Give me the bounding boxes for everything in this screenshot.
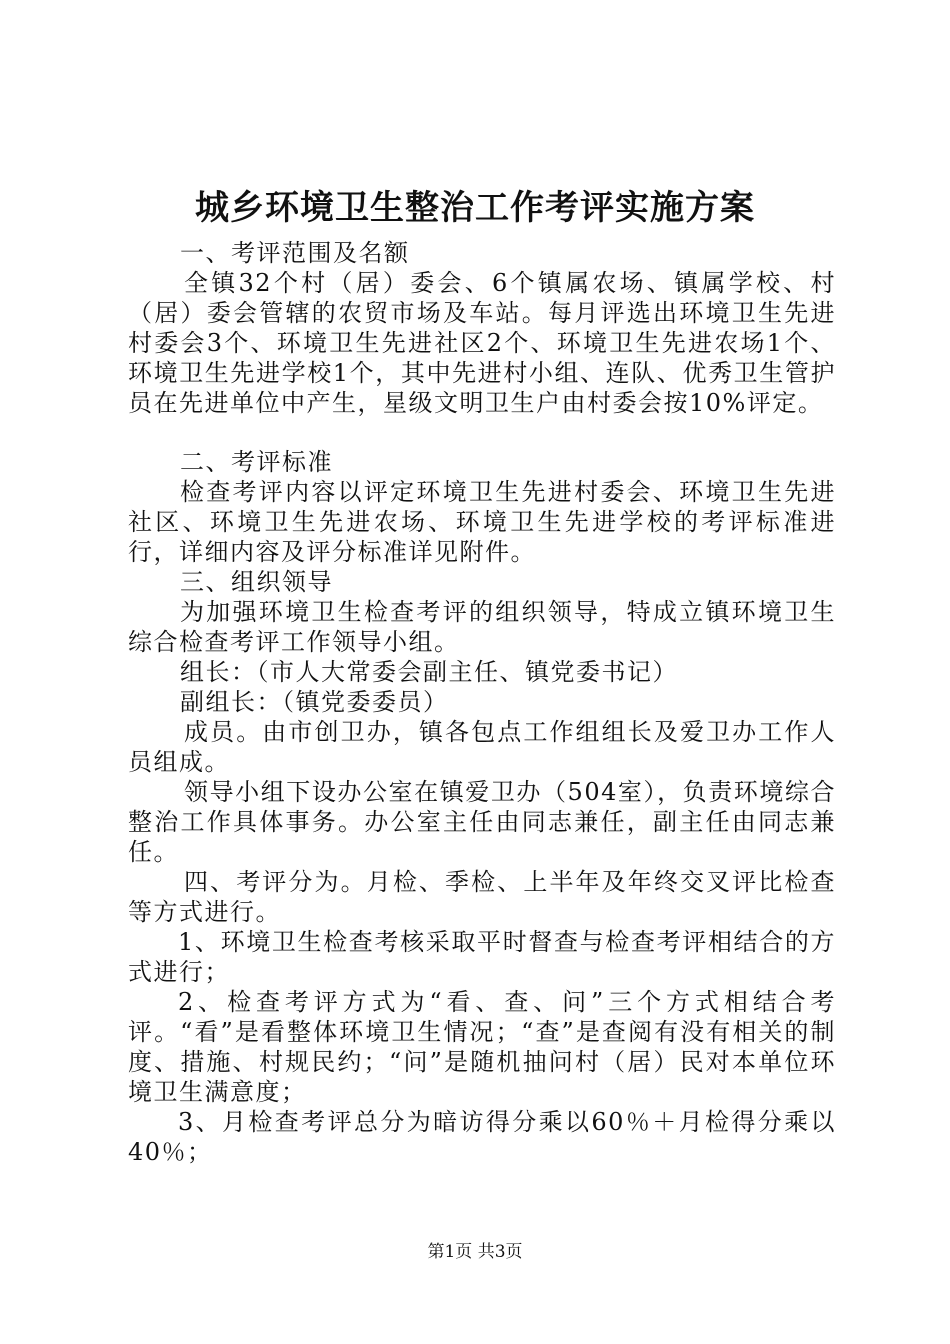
- section-3-group-leader: 组长：（市人大常委会副主任、镇党委书记）: [180, 658, 678, 686]
- paragraph-spacer: [128, 418, 836, 447]
- document-body: [128, 238, 836, 1167]
- section-4-item-3: 3、月检查考评总分为暗访得分乘以60％＋月检得分乘以40％；: [128, 1108, 836, 1166]
- section-1-paragraph: 全镇32个村（居）委会、6个镇属农场、镇属学校、村（居）委会管辖的农贸市场及车站。每月评选出环境卫生先进村委会3个、环境卫生先进社区2个、环境卫生先进农场1个、环境卫生先进学校1个，其中先进村小组、连队、优秀卫生管护员在先进单位中产生，星级文明卫生户由村委会按10%评定。: [128, 269, 836, 417]
- section-3-heading: 三、组织领导: [180, 568, 333, 596]
- section-4-heading: 四、考评分为。月检、季检、上半年及年终交叉评比检查等方式进行。: [128, 868, 836, 926]
- section-2-paragraph: 检查考评内容以评定环境卫生先进村委会、环境卫生先进社区、环境卫生先进农场、环境卫生先进学校的考评标准进行，详细内容及评分标准详见附件。: [128, 478, 836, 566]
- section-3-members: 成员。由市创卫办，镇各包点工作组组长及爱卫办工作人员组成。: [128, 718, 836, 776]
- section-1-heading: 一、考评范围及名额: [180, 239, 410, 267]
- section-2-heading: 二、考评标准: [180, 448, 333, 476]
- document-title: 城乡环境卫生整治工作考评实施方案: [195, 188, 755, 228]
- section-3-deputy-leader: 副组长：（镇党委委员）: [180, 688, 449, 716]
- section-4-item-2: 2、检查考评方式为“看、查、问”三个方式相结合考评。“看”是看整体环境卫生情况；“查”是查阅有没有相关的制度、措施、村规民约；“问”是随机抽问村（居）民对本单位环境卫生满意度；: [128, 988, 836, 1106]
- section-3-paragraph-intro: 为加强环境卫生检查考评的组织领导，特成立镇环境卫生综合检查考评工作领导小组。: [128, 598, 836, 656]
- section-3-office: 领导小组下设办公室在镇爱卫办（504室），负责环境综合整治工作具体事务。办公室主任由同志兼任，副主任由同志兼任。: [128, 778, 836, 866]
- page-footer: 第1页 共3页: [427, 1242, 523, 1262]
- section-4-item-1: 1、环境卫生检查考核采取平时督查与检查考评相结合的方式进行；: [128, 928, 836, 986]
